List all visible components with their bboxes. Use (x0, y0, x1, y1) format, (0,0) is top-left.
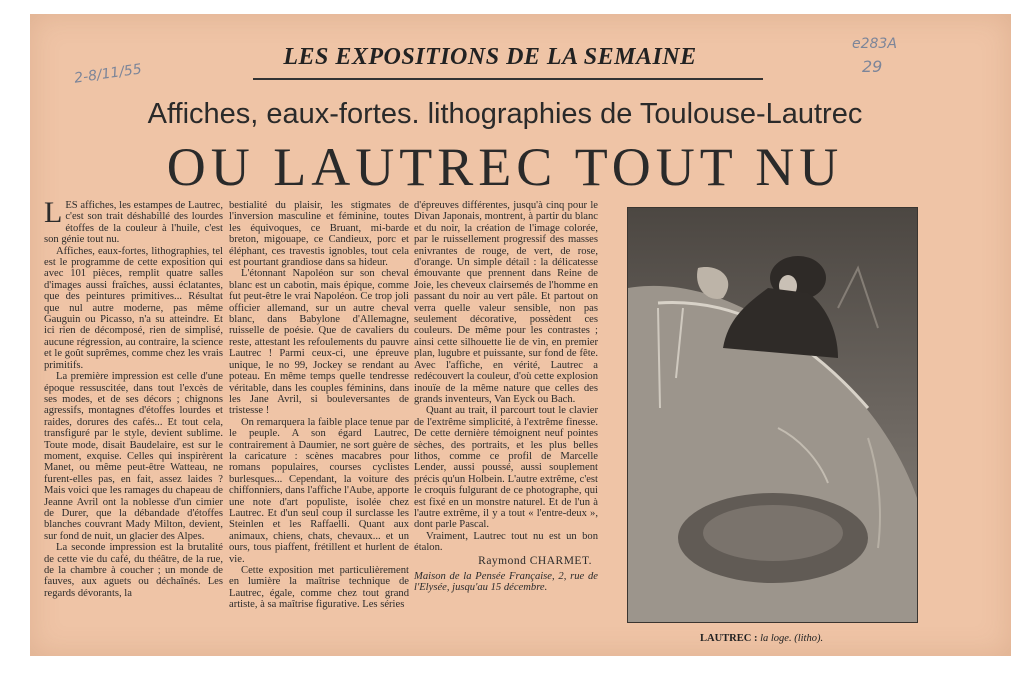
article-column-3 (414, 200, 598, 594)
paragraph: bestialité du plaisir, les stigmates de l'inversion masculine et féminine, toutes les équivoques, ce Bruant, mi-barde breton, migouape, ce Candieux, porc et éléphant, ces travestis ignobles, tout cela est pourtant grandiose dans sa hideur. (229, 200, 409, 269)
section-rubric: LES EXPOSITIONS DE LA SEMAINE (283, 44, 697, 70)
caption-artist: LAUTREC : (700, 633, 758, 644)
article-subtitle: Affiches, eaux-fortes. lithographies de Toulouse-Lautrec (147, 98, 863, 130)
illustration-caption (700, 633, 900, 644)
paragraph: On remarquera la faible place tenue par le peuple. A son égard Lautrec, contrairement à Daumier, ne sort guère de la caricature : scènes macabres pour romans populaires, courses cyclistes burlesques... Cependant, la voiture des chiffonniers, dans l'affiche l'Aube, apporte une note d'art populiste, isolée chez Lautrec. Et d'un seul coup il surclasse les Steinlen et les Raffaelli. Quant aux animaux, chiens, chats, chevaux... et un ours, tous piaffent, frétillent et hurlent de vie. (229, 416, 409, 565)
handwritten-ref-number: 29 (862, 57, 883, 76)
handwritten-ref-code: e283A (852, 36, 897, 52)
article-column-1 (44, 196, 223, 599)
author-signature: Raymond CHARMET. (478, 554, 592, 567)
paragraph: L'étonnant Napoléon sur son cheval blanc est un cabotin, mais épique, comme fut peut-être le vrai Napoléon. Ce trop joli officier allemand, sur un autre cheval blanc, dans Babylone d'Allemagne, ruisselle de poésie. Que de cavaliers du reste, attestant les refoulements du pauvre Lautrec ! Parmi ceux-ci, une épreuve unique, le no 99, Jockey se rendant au poteau. En même temps quelle tendresse véritable, dans les couples féminins, dans les Jane Avril, si bouleversantes de tristesse ! (229, 268, 409, 417)
paragraph: Vraiment, Lautrec tout nu est un bon étalon. (414, 530, 598, 554)
paragraph: La première impression est celle d'une époque ressuscitée, dans tout l'excès de ses modes, et de ses décors ; chignons agressifs, montagnes d'étoffes lourdes et raides, dorures des cafés... Et tout cela, transfiguré par le style, devient sublime. Toute mode, disait Baudelaire, est sur le moment, exquise. Celles qui inspirèrent Manet, ou même peut-être Watteau, ne furent-elles pas, en fait, assez laides ? Mais voici que les ramages du chapeau de Jeanne Avril ont la noblesse d'un cimier de Durer, que la débandade d'étoffes blanches couvrant Mady Milton, devient, sur fond de nuit, un glacier des Alpes. (44, 371, 223, 542)
lithograph-illustration (627, 207, 918, 623)
la-loge-litho-image (628, 208, 917, 622)
paragraph: Affiches, eaux-fortes, lithographies, tel est le programme de cette exposition qui avec 101 pièces, remplit quatre salles d'images aussi fraîches, aussi éclatantes, que des peintures primitives... Résultat que nul autre moderne, pas même Gauguin ou Picasso, n'a su atteindre. Et ici rien de décomposé, rien de simplisé, aucune régression, au contraire, la science et le goût suprêmes, comme chez les vrais primitifs. (44, 245, 223, 371)
exhibition-info: Maison de la Pensée Française, 2, rue de l'Elysée, jusqu'au 15 décembre. (414, 571, 598, 594)
paragraph: La seconde impression est la brutalité de cette vie du café, du théâtre, de la rue, de la chambre à coucher ; un monde de fauves, aux aguets ou déchaînés. Les regards dévorants, la (44, 542, 223, 599)
paragraph: LES affiches, les estampes de Lautrec, c'est son trait déshabillé des lourdes étoffes de la couleur à l'huile, c'est son génie tout nu. (44, 196, 223, 246)
article-headline: OU LAUTREC TOUT NU (166, 137, 844, 197)
handwritten-date: 2-8/11/55 (73, 61, 143, 87)
drop-cap: L (44, 196, 63, 229)
article-column-2 (229, 200, 409, 611)
rubric-underline (253, 78, 763, 80)
caption-title: la loge. (litho). (760, 633, 824, 644)
paragraph: d'épreuves différentes, jusqu'à cinq pour le Divan Japonais, montrent, à partir du blanc et du noir, la création de l'image colorée, par le ruissellement progressif des masses enivrantes de rouge, de vert, de rose, d'orange. Un simple détail : la délicatesse émouvante que prennent dans Reine de Joie, les cheveux clairsemés de l'homme en passant du noir au vert pâle. Et partout on verra quelle valeur sensible, non pas seulement décorative, possèdent ces couleurs. De même pour les contrastes ; ainsi cette silhouette lie de vin, en premier plan, lugubre et puissante, sur fond de fête. Avec l'affiche, en vérité, Lautrec a redécouvert la couleur, d'où cette explosion inouïe de la même nature que celles des grands inventeurs, Van Eyck ou Bach. (414, 200, 598, 405)
paragraph: Quant au trait, il parcourt tout le clavier de l'extrême simplicité, à l'extrême finesse. De cette dernière témoignent neuf pointes sèches, des portraits, et les plus belles lithos, comme ce profil de Marcelle Lender, aussi poussé, aussi souplement précis qu'un Holbein. L'autre extrême, c'est le croquis fulgurant de ce photographe, qui est fixé en un monstre naturel. Et de l'un à l'autre extrême, il y a tout « l'entre-deux », dont parle Pascal. (414, 405, 598, 531)
paragraph: Cette exposition met particulièrement en lumière la maîtrise technique de Lautrec, égale, comme chez tout grand artiste, à sa maîtrise figurative. Les séries (229, 565, 409, 611)
